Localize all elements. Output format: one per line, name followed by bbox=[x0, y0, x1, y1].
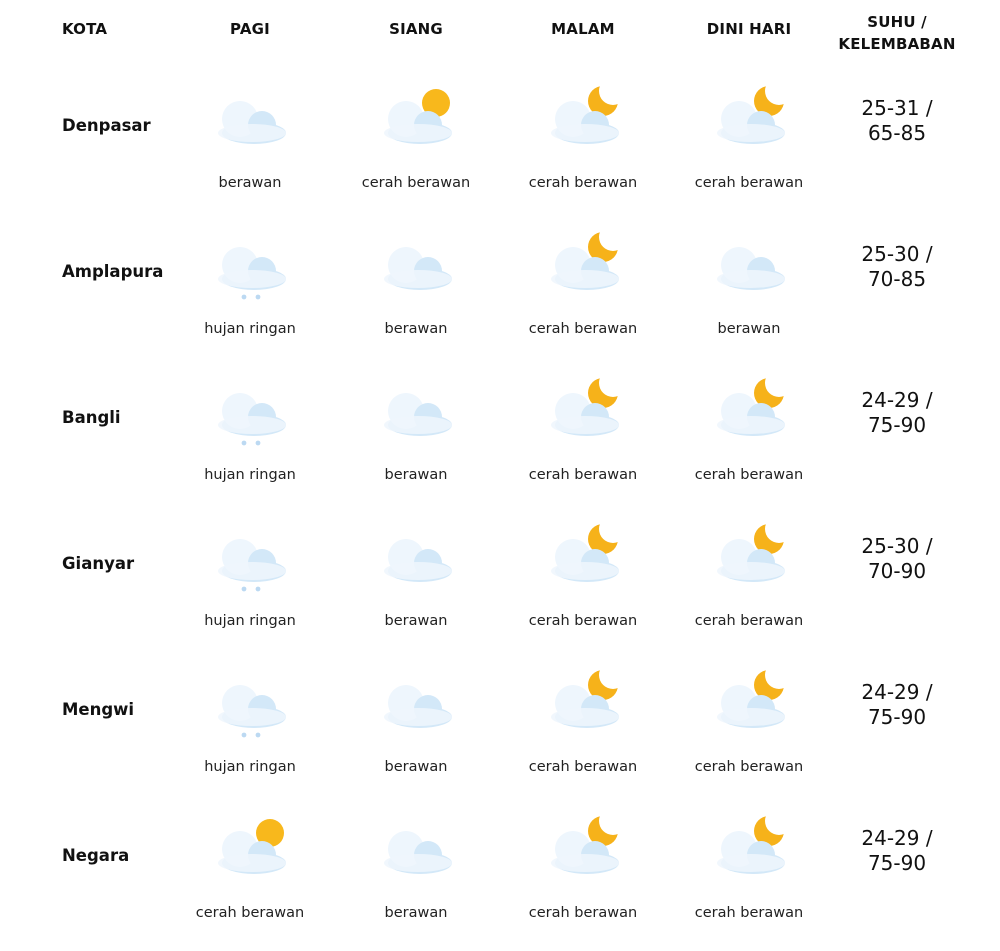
temp-humidity bbox=[837, 680, 957, 730]
cloud-icon bbox=[376, 815, 458, 887]
condition-label: cerah berawan bbox=[528, 613, 638, 629]
temperature-range: 25-30 / bbox=[861, 242, 933, 266]
cloud-icon bbox=[376, 669, 458, 741]
moon-cloud-icon bbox=[709, 523, 791, 595]
table-row bbox=[0, 367, 1000, 513]
humidity-range: 75-90 bbox=[867, 851, 927, 875]
condition-label: berawan bbox=[717, 321, 781, 337]
forecast-cell-malam bbox=[503, 221, 663, 367]
forecast-cell-pagi bbox=[170, 659, 330, 805]
condition-label: cerah berawan bbox=[361, 175, 471, 191]
condition-label: cerah berawan bbox=[195, 905, 305, 921]
city-name: Bangli bbox=[62, 408, 121, 427]
condition-label: cerah berawan bbox=[528, 759, 638, 775]
city-name: Negara bbox=[62, 846, 130, 865]
header-malam: MALAM bbox=[551, 20, 615, 38]
table-row bbox=[0, 221, 1000, 367]
condition-label: berawan bbox=[384, 613, 448, 629]
temp-humidity bbox=[837, 96, 957, 146]
condition-label: berawan bbox=[384, 321, 448, 337]
forecast-cell-dini bbox=[669, 805, 829, 951]
humidity-range: 70-90 bbox=[867, 559, 927, 583]
forecast-cell-dini bbox=[669, 75, 829, 221]
condition-label: hujan ringan bbox=[204, 467, 296, 483]
condition-label: cerah berawan bbox=[694, 759, 804, 775]
rain-cloud-icon bbox=[210, 231, 292, 303]
condition-label: berawan bbox=[384, 467, 448, 483]
table-row bbox=[0, 513, 1000, 659]
forecast-cell-malam bbox=[503, 75, 663, 221]
humidity-range: 70-85 bbox=[867, 267, 927, 291]
forecast-cell-dini bbox=[669, 221, 829, 367]
forecast-cell-siang bbox=[336, 805, 496, 951]
humidity-range: 75-90 bbox=[867, 705, 927, 729]
forecast-cell-pagi bbox=[170, 367, 330, 513]
table-row bbox=[0, 805, 1000, 951]
forecast-cell-pagi bbox=[170, 513, 330, 659]
cloud-icon bbox=[210, 85, 292, 157]
humidity-range: 65-85 bbox=[867, 121, 927, 145]
rain-cloud-icon bbox=[210, 377, 292, 449]
table-row bbox=[0, 75, 1000, 221]
forecast-cell-dini bbox=[669, 659, 829, 805]
condition-label: cerah berawan bbox=[528, 467, 638, 483]
forecast-cell-siang bbox=[336, 221, 496, 367]
cloud-icon bbox=[376, 231, 458, 303]
forecast-cell-pagi bbox=[170, 75, 330, 221]
moon-cloud-icon bbox=[543, 669, 625, 741]
moon-cloud-icon bbox=[543, 231, 625, 303]
temp-humidity bbox=[837, 388, 957, 438]
temperature-range: 24-29 / bbox=[861, 680, 933, 704]
forecast-cell-pagi bbox=[170, 221, 330, 367]
condition-label: cerah berawan bbox=[528, 905, 638, 921]
forecast-cell-pagi bbox=[170, 805, 330, 951]
header-suhu-line1: SUHU / bbox=[867, 13, 927, 31]
city-name: Gianyar bbox=[62, 554, 135, 573]
header-dini-hari: DINI HARI bbox=[706, 20, 792, 38]
table-header bbox=[0, 0, 1000, 70]
condition-label: cerah berawan bbox=[694, 613, 804, 629]
condition-label: berawan bbox=[384, 905, 448, 921]
condition-label: hujan ringan bbox=[204, 321, 296, 337]
rain-cloud-icon bbox=[210, 523, 292, 595]
temp-humidity bbox=[837, 242, 957, 292]
forecast-cell-siang bbox=[336, 513, 496, 659]
forecast-cell-siang bbox=[336, 367, 496, 513]
city-name: Denpasar bbox=[62, 116, 151, 135]
condition-label: berawan bbox=[218, 175, 282, 191]
forecast-cell-malam bbox=[503, 659, 663, 805]
temperature-range: 25-31 / bbox=[861, 96, 933, 120]
sun-cloud-icon bbox=[376, 85, 458, 157]
moon-cloud-icon bbox=[709, 815, 791, 887]
temp-humidity bbox=[837, 826, 957, 876]
moon-cloud-icon bbox=[543, 85, 625, 157]
moon-cloud-icon bbox=[709, 377, 791, 449]
header-siang: SIANG bbox=[389, 20, 443, 38]
forecast-cell-malam bbox=[503, 367, 663, 513]
cloud-icon bbox=[376, 377, 458, 449]
moon-cloud-icon bbox=[543, 815, 625, 887]
forecast-cell-malam bbox=[503, 805, 663, 951]
condition-label: cerah berawan bbox=[694, 905, 804, 921]
condition-label: cerah berawan bbox=[694, 467, 804, 483]
moon-cloud-icon bbox=[709, 669, 791, 741]
header-pagi: PAGI bbox=[230, 20, 270, 38]
condition-label: berawan bbox=[384, 759, 448, 775]
forecast-cell-siang bbox=[336, 659, 496, 805]
header-kota: KOTA bbox=[62, 20, 108, 38]
cloud-icon bbox=[709, 231, 791, 303]
header-suhu-kelembaban bbox=[832, 11, 962, 55]
forecast-cell-malam bbox=[503, 513, 663, 659]
moon-cloud-icon bbox=[543, 523, 625, 595]
condition-label: hujan ringan bbox=[204, 613, 296, 629]
condition-label: cerah berawan bbox=[528, 175, 638, 191]
condition-label: hujan ringan bbox=[204, 759, 296, 775]
condition-label: cerah berawan bbox=[528, 321, 638, 337]
rain-cloud-icon bbox=[210, 669, 292, 741]
forecast-cell-dini bbox=[669, 367, 829, 513]
forecast-cell-siang bbox=[336, 75, 496, 221]
moon-cloud-icon bbox=[543, 377, 625, 449]
forecast-cell-dini bbox=[669, 513, 829, 659]
temperature-range: 24-29 / bbox=[861, 388, 933, 412]
table-row bbox=[0, 659, 1000, 805]
temp-humidity bbox=[837, 534, 957, 584]
city-name: Mengwi bbox=[62, 700, 135, 719]
header-suhu-line2: KELEMBABAN bbox=[838, 35, 956, 53]
temperature-range: 25-30 / bbox=[861, 534, 933, 558]
sun-cloud-icon bbox=[210, 815, 292, 887]
temperature-range: 24-29 / bbox=[861, 826, 933, 850]
humidity-range: 75-90 bbox=[867, 413, 927, 437]
city-name: Amplapura bbox=[62, 262, 164, 281]
cloud-icon bbox=[376, 523, 458, 595]
condition-label: cerah berawan bbox=[694, 175, 804, 191]
moon-cloud-icon bbox=[709, 85, 791, 157]
